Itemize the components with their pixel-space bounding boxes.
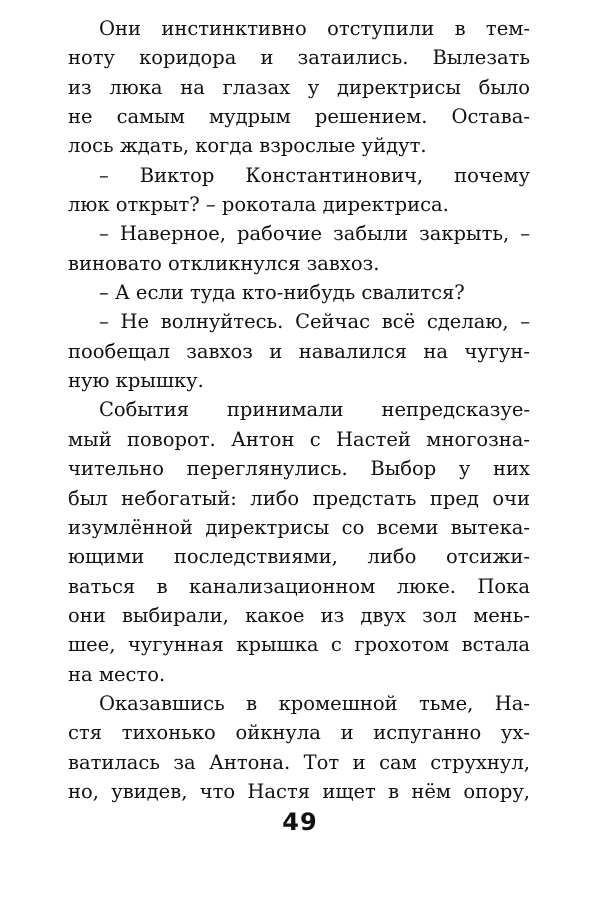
text-line: не самым мудрым решением. Остава-	[68, 105, 530, 129]
text-line: но, увидев, что Настя ищет в нём опору,	[68, 779, 530, 803]
text-line: лось ждать, когда взрослые уйдут.	[68, 134, 427, 158]
text-line: – Наверное, рабочие забыли закрыть, –	[99, 222, 530, 246]
text-line: ноту коридора и затаились. Вылезать	[68, 46, 530, 70]
text-line: изумлённой директрисы со всеми вытека-	[68, 515, 530, 539]
text-line: чительно переглянулись. Выбор у них	[68, 457, 530, 481]
text-line: на место.	[68, 662, 166, 686]
text-line: мый поворот. Антон с Настей многозна-	[68, 427, 530, 451]
body-text	[68, 14, 530, 806]
text-line: они выбирали, какое из двух зол мень-	[68, 603, 530, 627]
text-line: ваться в канализационном люке. Пока	[68, 574, 530, 598]
text-line: ющими последствиями, либо отсижи-	[68, 545, 530, 569]
text-line: стя тихонько ойкнула и испуганно ух-	[68, 721, 530, 745]
text-line: пообещал завхоз и навалился на чугун-	[68, 339, 530, 363]
text-line: был небогатый: либо предстать пред очи	[68, 486, 530, 510]
text-line: люк открыт? – рокотала директриса.	[68, 193, 449, 217]
text-line: Оказавшись в кромешной тьме, На-	[99, 691, 530, 715]
text-line: из люка на глазах у директрисы было	[68, 75, 530, 99]
text-line: шее, чугунная крышка с грохотом встала	[68, 633, 530, 657]
text-line: ватилась за Антона. Тот и сам струхнул,	[68, 750, 530, 774]
text-line: Они инстинктивно отступили в тем-	[99, 17, 530, 40]
page-number: 49	[282, 808, 318, 836]
text-line: виновато откликнулся завхоз.	[68, 251, 380, 275]
text-line: – Не волнуйтесь. Сейчас всё сделаю, –	[99, 310, 530, 334]
text-line: – Виктор Константинович, почему	[99, 163, 530, 187]
text-line: – А если туда кто-нибудь свалится?	[99, 281, 465, 305]
text-line: События принимали непредсказуе-	[99, 398, 530, 422]
text-line: ную крышку.	[68, 369, 204, 393]
